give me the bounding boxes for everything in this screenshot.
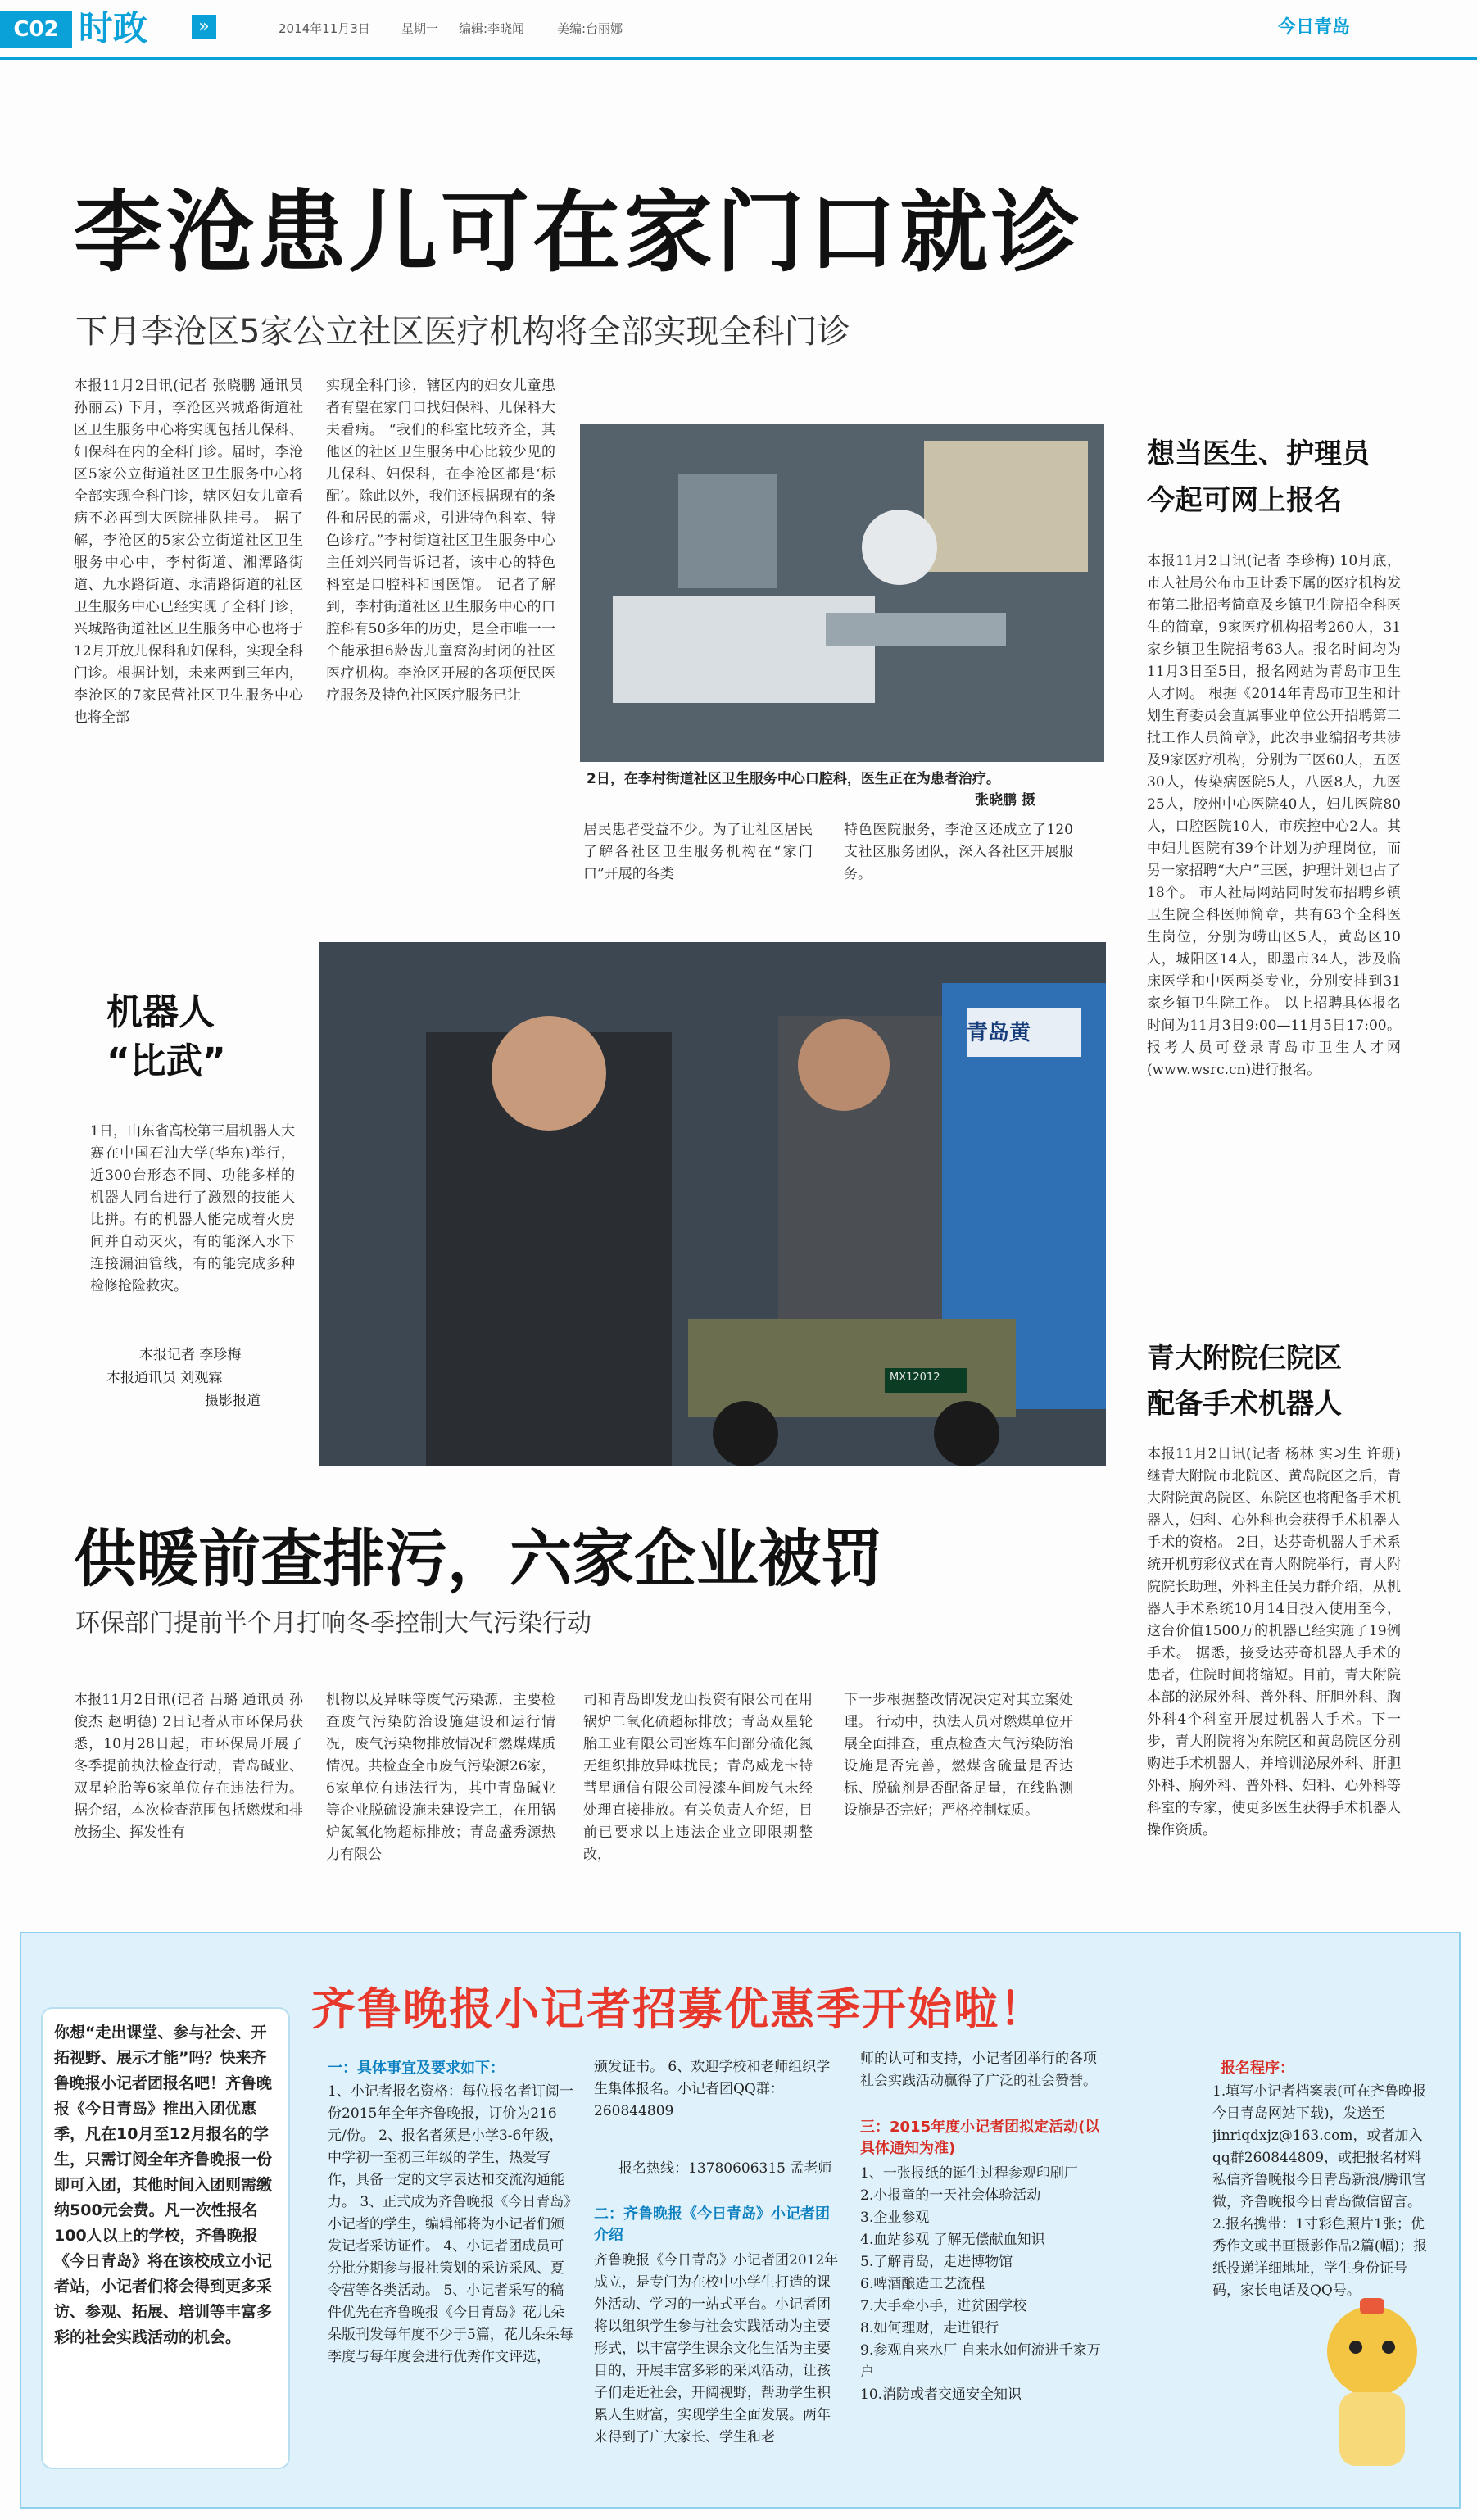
photo-sign-text: 青岛黄	[967, 1021, 1031, 1045]
robot-board-label: MX12012	[890, 1371, 940, 1384]
promo-column-2a: 颁发证书。 6、欢迎学校和老师组织学生集体报名。小记者团QQ群：260844809	[594, 2059, 831, 2119]
activity-item: 8.如何理财，走进银行	[860, 2320, 999, 2336]
activity-item: 3.企业参观	[860, 2210, 930, 2226]
activity-item: 5.了解青岛，走进博物馆	[860, 2254, 1013, 2270]
lead-headline: 李沧患儿可在家门口就诊	[74, 182, 1084, 284]
robot-brief-body: 1日，山东省高校第三届机器人大赛在中国石油大学(华东)举行，近300台形态不同、功能多样的机器人同台进行了激烈的技能大比拼。有的机器人能完成着火房间并自动灭火，有的能深入水下连接漏油管线，有的能完成多种检修抢险救灾。	[90, 1123, 295, 1294]
lead-column-2: 实现全科门诊，辖区内的妇女儿童患者有望在家门口找妇保科、儿保科大夫看病。 “我们的科室比较齐全，其他区的社区卫生服务中心比较少见的儿保科、妇保科，在李沧区都是‘标配’。除此以外，我们还根据现有的条件和居民的需求，引进特色科室、特色诊疗。”李村街道社区卫生服务中心主任刘兴同告诉记者，该中心的特色科室是口腔科和国医馆。 记者了解到，李村街道社区卫生服务中心的口腔科有50多年的历史，是全市唯一一个能承担6龄齿儿童窝沟封闭的社区医疗机构。李沧区开展的各项便民医疗服务及特色社区医疗服务已让	[326, 378, 555, 704]
promo-hotline: 报名热线：13780606315 孟老师	[618, 2160, 832, 2177]
qingda-headline-line-2: 配备手术机器人	[1147, 1388, 1342, 1421]
robot-credit-reporter: 本报记者 李珍梅	[139, 1347, 242, 1363]
robot-headline-line-2: “比武”	[106, 1040, 226, 1082]
activity-item: 7.大手牵小手，进贫困学校	[860, 2298, 1027, 2314]
issue-weekday: 星期一	[401, 21, 439, 36]
promo-column-4: 1.填写小记者档案表(可在齐鲁晚报今日青岛网站下载)，发送至jinriqdxjz@163.com，或者加入qq群260844809，或把报名材料私信齐鲁晚报今日青岛新浪/腾讯官微，齐鲁晚报今日青岛微信留言。 2.报名携带：1寸彩色照片1张；优秀作文或书画摄影作品2篇(幅)；报纸投递详细地址，学生身份证号码，家长电话及QQ号。	[1212, 2083, 1428, 2299]
mascot-illustration	[1311, 2294, 1434, 2482]
lead-column-4: 特色医院服务，李沧区还成立了120支社区服务团队，深入各社区开展服务。	[844, 822, 1073, 882]
dental-clinic-photo	[580, 424, 1104, 762]
designer-credit: 美编:台丽娜	[557, 21, 623, 36]
promo-section-1-heading: 一：具体事宜及要求如下：	[328, 2060, 505, 2077]
promo-section-3-heading: 三：2015年度小记者团拟定活动(以具体通知为准)	[860, 2119, 1100, 2157]
qingda-body: 本报11月2日讯(记者 杨林 实习生 许珊) 继青大附院市北院区、黄岛院区之后，青大附院黄岛院区、东院区也将配备手术机器人，妇科、心外科也会获得手术机器人手术的资格。 2日，达芬奇机器人手术系统开机剪彩仪式在青大附院举行，青大附院院长助理，外科主任吴力群介绍，从机器人手术系统10月14日投入使用至今，这台价值1500万的机器已经实施了19例手术。 据悉，接受达芬奇机器人手术的患者，住院时间将缩短。目前，青大附院本部的泌尿外科、普外科、肝胆外科、胸外科4个科室开展过机器人手术。下一步，青大附院将为东院区和黄岛院区分别购进手术机器人，并培训泌尿外科、肝胆外科、胸外科、普外科、妇科、心外科等科室的专家，使更多医生获得手术机器人操作资质。	[1147, 1446, 1401, 1838]
robot-credit-correspondent: 本报通讯员 刘观霖	[106, 1370, 223, 1386]
editor-credit: 编辑:李晓闻	[459, 21, 525, 36]
dental-photo-caption: 2日，在李村街道社区卫生服务中心口腔科，医生正在为患者治疗。	[587, 771, 1000, 787]
page-number: C02	[0, 11, 72, 48]
activity-item: 6.啤酒酿造工艺流程	[860, 2276, 985, 2292]
heating-subheadline: 环保部门提前半个月打响冬季控制大气污染行动	[75, 1609, 591, 1638]
activity-item: 9.参观自来水厂 自来水如何流进千家万户	[860, 2342, 1101, 2381]
robot-credit-photo: 摄影报道	[205, 1393, 261, 1409]
heating-column-2: 机物以及异味等废气污染源，主要检查废气污染防治设施建设和运行情况，废气污染物排放情况和燃煤煤质情况。共检查全市废气污染源26家，6家单位有违法行为，其中青岛碱业等企业脱硫设施未建设完工，在用锅炉氮氧化物超标排放；青岛盛秀源热力有限公	[326, 1692, 555, 1863]
robot-competition-photo	[319, 942, 1106, 1466]
dental-photo-credit: 张晓鹏 摄	[975, 792, 1035, 809]
issue-date: 2014年11月3日	[279, 21, 370, 36]
edition-name: 今日青岛	[1278, 17, 1351, 38]
robot-headline-line-1: 机器人	[106, 991, 215, 1033]
heating-column-1: 本报11月2日讯(记者 吕璐 通讯员 孙俊杰 赵明德) 2日记者从市环保局获悉，10月28日起，市环保局开展了冬季提前执法检查行动，青岛碱业、双星轮胎等6家单位存在违法行为。 据介绍，本次检查范围包括燃煤和排放扬尘、挥发性有	[74, 1692, 303, 1841]
lead-column-3: 居民患者受益不少。为了让社区居民了解各社区卫生服务机构在“家门口”开展的各类	[583, 822, 813, 882]
jobs-headline-line-2: 今起可网上报名	[1147, 484, 1342, 517]
qingda-headline-line-1: 青大附院仨院区	[1147, 1342, 1342, 1375]
promo-headline: 齐鲁晚报小记者招募优惠季开始啦！	[311, 1983, 1045, 2035]
lead-column-1: 本报11月2日讯(记者 张晓鹏 通讯员 孙丽云) 下月，李沧区兴城路街道社区卫生服务中心将实现包括儿保科、妇保科在内的全科门诊。届时，李沧区5家公立街道社区卫生服务中心将全部实现全科门诊，辖区妇女儿童看病不必再到大医院排队挂号。 据了解，李沧区的5家公立街道社区卫生服务中心中，李村街道、湘潭路街道、九水路街道、永清路街道的社区卫生服务中心已经实现了全科门诊，兴城路街道社区卫生服务中心也将于12月开放儿保科和妇保科，实现全科门诊。根据计划，未来两到三年内，李沧区的7家民营社区卫生服务中心也将全部	[74, 378, 303, 726]
promo-column-2b: 齐鲁晚报《今日青岛》小记者团2012年成立，是专门为在校中小学生打造的课外活动、学习的一站式平台。小记者团将以组织学生参与社会实践活动为主要形式，以丰富学生课余文化生活为主要目的，开展丰富多彩的采风活动，让孩子们走近社会，开阔视野，帮助学生积累人生财富，实现学生全面发展。两年来得到了广大家长、学生和老	[594, 2252, 839, 2445]
activity-item: 10.消防或者交通安全知识	[860, 2386, 1022, 2403]
section-name: 时政	[79, 8, 148, 48]
activity-list	[860, 2163, 1106, 2406]
promo-section-4-heading: 报名程序：	[1221, 2060, 1294, 2077]
heating-headline: 供暖前查排污，六家企业被罚	[74, 1522, 883, 1595]
jobs-body: 本报11月2日讯(记者 李珍梅) 10月底，市人社局公布市卫计委下属的医疗机构发布第二批招考简章及乡镇卫生院招全科医生的简章，9家医疗机构招考260人，31家乡镇卫生院招考63人。报名时间均为11月3日至5日，报名网站为青岛市卫生人才网。 根据《2014年青岛市卫生和计划生育委员会直属事业单位公开招聘第二批工作人员简章》，此次事业编招考共涉及9家医疗机构，分别为三医60人，五医30人，传染病医院5人，八医8人，九医25人，胶州中心医院40人，妇儿医院80人，口腔医院10人，市疾控中心2人。其中妇儿医院有39个计划为护理岗位，而另一家招聘“大户”三医，护理计划也占了18个。 市人社局网站同时发布招聘乡镇卫生院全科医师简章，共有63个全科医生岗位，分别为崂山区5人，黄岛区10人，城阳区14人，即墨市34人，涉及临床医学和中医两类专业，分别安排到31家乡镇卫生院工作。 以上招聘具体报名时间为11月3日9:00—11月5日17:00。报考人员可登录青岛市卫生人才网(www.wsrc.cn)进行报名。	[1147, 553, 1401, 1078]
activity-item: 1、一张报纸的诞生过程参观印刷厂	[860, 2165, 1078, 2182]
activity-item: 4.血站参观 了解无偿献血知识	[860, 2232, 1045, 2248]
page-header	[0, 0, 1477, 60]
lead-subheadline: 下月李沧区5家公立社区医疗机构将全部实现全科门诊	[75, 313, 850, 351]
jobs-headline-line-1: 想当医生、护理员	[1147, 437, 1370, 470]
heating-column-4: 下一步根据整改情况决定对其立案处理。 行动中，执法人员对燃煤单位开展全面排查，重点检查大气污染防治设施是否完善，燃煤含硫量是否达标、脱硫剂是否配备足量，在线监测设施是否完好；严格控制煤质。	[844, 1692, 1073, 1819]
promo-intro-text: 你想“走出课堂、参与社会、开拓视野、展示才能”吗？快来齐鲁晚报小记者团报名吧！齐鲁晚报《今日青岛》推出入团优惠季，凡在10月至12月报名的学生，只需订阅全年齐鲁晚报一份即可入团，其他时间入团则需缴纳500元会费。凡一次性报名100人以上的学校，齐鲁晚报《今日青岛》将在该校成立小记者站，小记者们将会得到更多采访、参观、拓展、培训等丰富多彩的社会实践活动的机会。	[54, 2024, 273, 2346]
heating-column-3: 司和青岛即发龙山投资有限公司在用锅炉二氧化硫超标排放；青岛双星轮胎工业有限公司密炼车间部分硫化氮无组织排放异味扰民；青岛威龙卡特彗星通信有限公司浸漆车间废气未经处理直接排放。有关负责人介绍，目前已要求以上违法企业立即限期整改，	[583, 1692, 813, 1863]
promo-column-1: 1、小记者报名资格：每位报名者订阅一份2015年全年齐鲁晚报，订价为216元/份。 2、报名者须是小学3-6年级，中学初一至初三年级的学生，热爱写作，具备一定的文字表达和交流沟通能力。 3、正式成为齐鲁晚报《今日青岛》小记者的学生，编辑部将为小记者们颁发记者采访证件。 4、小记者团成员可分批分期参与报社策划的采访采风、夏令营等各类活动。 5、小记者采写的稿件优先在齐鲁晚报《今日青岛》花儿朵朵版刊发每年度不少于5篇，花儿朵朵每季度与每年度会进行优秀作文评选，	[328, 2083, 573, 2365]
activity-item: 2.小报童的一天社会体验活动	[860, 2187, 1041, 2204]
double-chevron-right-icon: »	[192, 15, 216, 39]
promo-section-2-heading: 二：齐鲁晚报《今日青岛》小记者团介绍	[594, 2205, 830, 2244]
promo-column-3a: 师的认可和支持，小记者团举行的各项社会实践活动赢得了广泛的社会赞誉。	[860, 2051, 1097, 2089]
